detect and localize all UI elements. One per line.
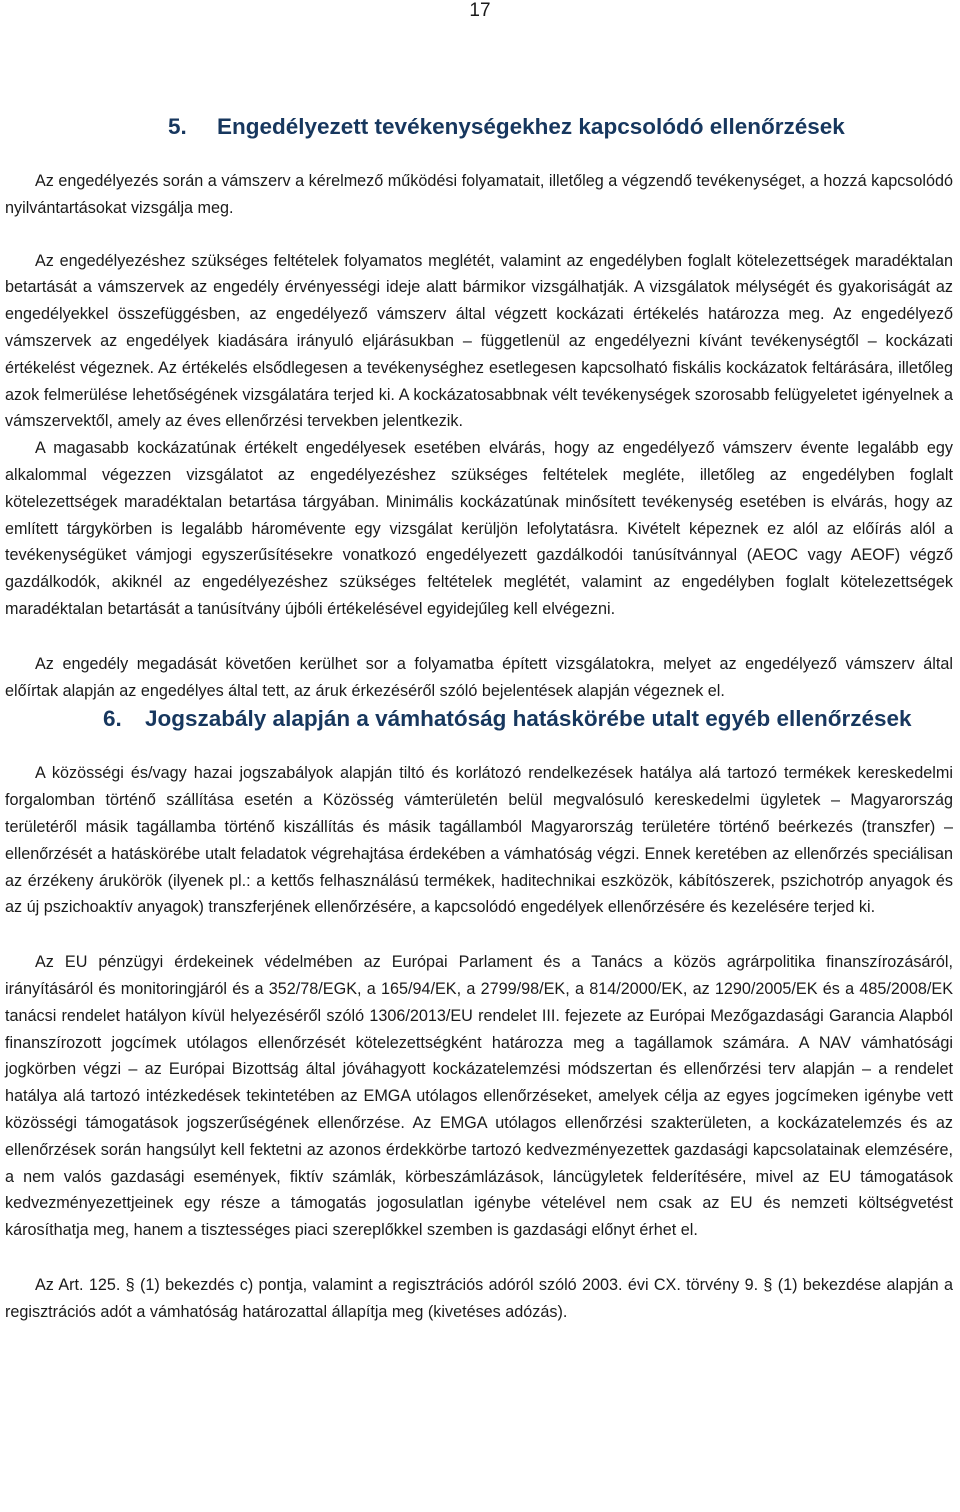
section-5-title: Engedélyezett tevékenységekhez kapcsolódó ellenőrzések (217, 114, 845, 139)
document-body (5, 112, 953, 1325)
section-6-paragraph-1: A közösségi és/vagy hazai jogszabályok alapján tiltó és korlátozó rendelkezések hatálya alá tartozó termékek kereskedelmi forgalomban történő szállítása esetén a Közösség vámterületén belül megvalósuló kereskedelmi ügyletek – Magyarország területéről másik tagállamba történő kiszállítás és másik tagállamból Magyarország területére történő beérkezés (transzfer) – ellenőrzését a hatáskörébe utalt feladatok végrehajtása érdekében a vámhatóság végzi. Ennek keretében az ellenőrzés speciálisan az érzékeny árukörök (ilyenek pl.: a kettős felhasználású termékek, haditechnikai eszközök, kábítószerek, pszichotróp anyagok és az új pszichoaktív anyagok) transzferjének ellenőrzésére, a kapcsolódó engedélyek ellenőrzésére és kezelésére terjed ki. (5, 764, 953, 917)
page-number: 17 (469, 0, 491, 21)
section-5-heading (5, 112, 953, 142)
section-5-number: 5. (168, 114, 187, 139)
section-5-paragraph-4: Az engedély megadását követően kerülhet sor a folyamatba épített vizsgálatokra, melyet az engedélyező vámszerv által előírtak alapján az engedélyes által tett, az áruk érkezéséről szóló bejelentések alapján végeznek el. (5, 654, 953, 700)
section-5-paragraph-3: A magasabb kockázatúnak értékelt engedélyesek esetében elvárás, hogy az engedélyező vámszerv évente legalább egy alkalommal végezzen vizsgálatot az engedélyezéshez szükséges feltételek megléte, illetőleg az engedélyben foglalt kötelezettségek maradéktalan betartása tárgyában. Minimális kockázatúnak minősített tevékenység esetében is elvárás, hogy az említett tárgykörben is legalább háromévente egy vizsgálat kerüljön lefolytatásra. Kivételt képeznek ez alól az előírás alól a tevékenységüket vámjogi egyszerűsítésekre vonatkozó engedélyezett gazdálkodói tanúsítvánnyal (AEOC vagy AEOF) végző gazdálkodók, akiknél az engedélyezéshez szükséges feltételek meglétét, valamint az engedélyben foglalt kötelezettségek maradéktalan betartását a tanúsítvány újbóli értékelésével egyidejűleg kell elvégezni. (5, 439, 953, 618)
section-5-paragraph-2: Az engedélyezéshez szükséges feltételek folyamatos meglétét, valamint az engedélyben foglalt kötelezettségek maradéktalan betartását a vámszervek az engedély érvényességi ideje alatt bármikor vizsgálhatják. A vizsgálatok mélységét és gyakoriságát az engedélyekkel összefüggésben, az engedélyező vámszerv által végzett kockázati értékelés határozza meg. Az engedélyező vámszervek az engedélyek kiadására irányuló eljárásukban – függetlenül az engedélyezni kívánt tevékenységtől – kockázati értékelést végeznek. Az értékelés elsődlegesen a tevékenységhez esetlegesen kapcsolható fiskális kockázatok feltárására, illetőleg azok felmerülése lehetőségének vizsgálatára terjed ki. A kockázatosabbnak vélt tevékenységek szorosabb felügyeletet igényelnek a vámszervektől, amely az éves ellenőrzési tervekben jelentkezik. (5, 251, 953, 431)
section-6-number: 6. (103, 706, 122, 732)
section-6-paragraph-3: Az Art. 125. § (1) bekezdés c) pontja, valamint a regisztrációs adóról szóló 2003. évi CX. törvény 9. § (1) bekezdése alapján a regisztrációs adót a vámhatóság határozattal állapítja meg (kivetéses adózás). (5, 1275, 953, 1321)
section-6-paragraph-2: Az EU pénzügyi érdekeinek védelmében az Európai Parlament és a Tanács a közös agrárpolitika finanszírozásáról, irányításáról és monitoringjáról és a 352/78/EGK, a 165/94/EK, a 2799/98/EK, a 814/2000/EK, az 1290/2005/EK és a 485/2008/EK tanácsi rendelet hatályon kívül helyezéséről szóló 1306/2013/EU rendelet III. fejezete az Európai Mezőgazdasági Garancia Alapból finanszírozott jogcímek utólagos ellenőrzését kötelezettségként határozza meg a tagállamok számára. A NAV vámhatósági jogkörben végzi – az Európai Bizottság által jóváhagyott kockázatelemzési módszertan és ellenőrzési terv alapján – a rendelet hatálya alá tartozó intézkedések tekintetében az EMGA utólagos ellenőrzéseket, amelyek célja az egyes jogcímeken igénybe vett közösségi támogatások jogszerűségének ellenőrzése. Az EMGA utólagos ellenőrzési szakterületen, a kockázatelemzés és az ellenőrzések során hangsúlyt kell fektetni az azonos érdekkörbe tartozó kedvezményezettek gazdasági kapcsolatainak elemzésére, a nem valós gazdasági események, fiktív számlák, körbeszámlázások, láncügyletek felderítésére, mivel az EU támogatások kedvezményezettjeinek egy része a támogatás jogosulatlan igénybe vételével nem csak az EU és nemzeti költségvetést károsíthatja meg, hanem a tisztességes piaci szereplőkkel szemben is gazdasági előnyt érhet el. (5, 953, 953, 1240)
section-6-title: Jogszabály alapján a vámhatóság hatáskörébe utalt egyéb ellenőrzések (145, 706, 912, 732)
section-6-heading (5, 704, 953, 734)
section-5-paragraph-1: Az engedélyezés során a vámszerv a kérelmező működési folyamatait, illetőleg a végzendő tevékenységet, a hozzá kapcsolódó nyilvántartásokat vizsgálja meg. (5, 172, 953, 217)
